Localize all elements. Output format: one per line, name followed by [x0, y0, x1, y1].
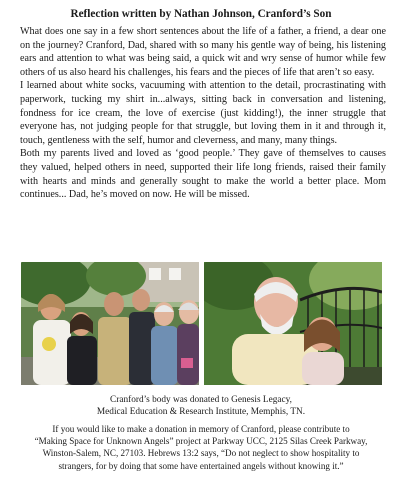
paragraph-1: What does one say in a few short sentences about the life of a father, a friend, a dear one on the journey? Cranford, Dad, shared with so many his gentle way of being, his listening ears and attention to what was being said, a quick wit and wry sense of humor while few others of us also heard his challenges, his fears and the pieces of life that aren’t so easy. [20, 26, 386, 78]
caption-line-1: Cranford’s body was donated to Genesis Legacy, [110, 395, 292, 405]
donation-note [0, 423, 402, 472]
paragraph-3: Both my parents lived and loved as ‘good people.’ They gave of themselves to causes they valued, helped others in need, supported their life long friends, raised their family with hearts and minds and generally sought to make the world a better place. Mom continues... Dad, he’s moved on now. He will be missed. [20, 148, 386, 201]
paragraph-2: I learned about white socks, vacuuming with attention to the detail, procrastinating with paperwork, tucking my shirt in...always, sitting back in conversation and listening, fondness for ice cream, the love of exercise (just kidding!), the inner struggle that everyone has, not judging people for that struggle, but loving them in it and through it, touch, gentleness with the self, humor and cleverness, and many, many things. [20, 80, 386, 146]
family-group-photo [21, 262, 199, 385]
caption-line-2: Medical Education & Research Institute, Memphis, TN. [96, 407, 306, 417]
donation-line-1: If you would like to make a donation in memory of Cranford, please contribute to [52, 424, 350, 434]
reflection-heading: Reflection written by Nathan Johnson, Cranford’s Son [70, 8, 332, 20]
family-group-photo-image [21, 262, 199, 385]
reflection-body [20, 25, 386, 202]
couple-photo [204, 262, 382, 385]
donation-caption [0, 394, 402, 418]
donation-line-2: “Making Space for Unknown Angels” project at Parkway UCC, 2125 Silas Creek Parkway, [34, 436, 368, 447]
couple-photo-image [204, 262, 382, 385]
donation-line-4: strangers, for by doing that some have entertained angels without knowing it.” [58, 460, 344, 471]
donation-line-3: Winston-Salem, NC, 27103. Hebrews 13:2 says, “Do not neglect to show hospitality to [42, 448, 360, 459]
